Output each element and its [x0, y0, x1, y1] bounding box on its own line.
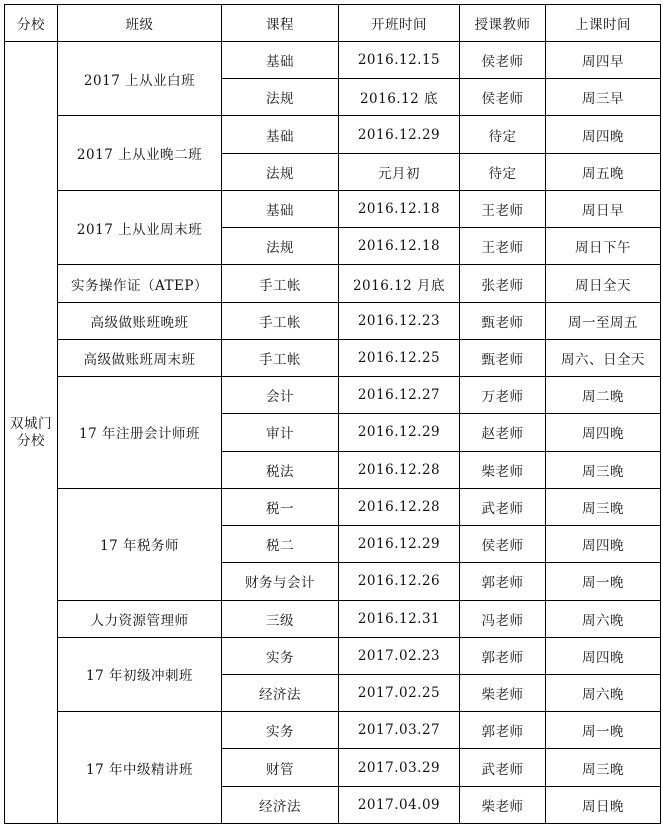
class-time-cell: 周三晚	[546, 451, 661, 488]
class-time-cell: 周六、日全天	[546, 339, 661, 376]
class-time-cell: 周三晚	[546, 749, 661, 786]
class-time-cell: 周日早	[546, 190, 661, 227]
course-cell: 三级	[222, 600, 339, 637]
branch-name-line1: 双城门	[10, 415, 52, 432]
course-cell: 财务与会计	[222, 563, 339, 600]
table-row	[5, 42, 661, 79]
header-course: 课程	[222, 5, 339, 42]
table-row	[5, 116, 661, 153]
table-row	[5, 600, 661, 637]
class-time-cell: 周五晚	[546, 153, 661, 190]
course-cell: 经济法	[222, 674, 339, 711]
start-date-cell: 2016.12.27	[339, 377, 460, 414]
class-time-cell: 周三晚	[546, 488, 661, 525]
teacher-cell: 侯老师	[460, 526, 546, 563]
table-row	[5, 265, 661, 302]
table-row	[5, 302, 661, 339]
teacher-cell: 柴老师	[460, 674, 546, 711]
teacher-cell: 侯老师	[460, 42, 546, 79]
start-date-cell: 2016.12 底	[339, 79, 460, 116]
table-row	[5, 190, 661, 227]
teacher-cell: 武老师	[460, 749, 546, 786]
course-cell: 法规	[222, 228, 339, 265]
class-time-cell: 周日下午	[546, 228, 661, 265]
start-date-cell: 2016.12.28	[339, 451, 460, 488]
class-time-cell: 周六晚	[546, 674, 661, 711]
course-cell: 手工帐	[222, 339, 339, 376]
class-name-cell: 高级做账班晚班	[58, 302, 222, 339]
start-date-cell: 2016.12 月底	[339, 265, 460, 302]
class-time-cell: 周六晚	[546, 600, 661, 637]
start-date-cell: 2016.12.15	[339, 42, 460, 79]
start-date-cell: 2016.12.25	[339, 339, 460, 376]
class-name-cell: 17 年初级冲刺班	[58, 637, 222, 711]
teacher-cell: 待定	[460, 153, 546, 190]
branch-cell	[5, 42, 58, 824]
teacher-cell: 甄老师	[460, 339, 546, 376]
teacher-cell: 柴老师	[460, 451, 546, 488]
class-name-cell: 2017 上从业晚二班	[58, 116, 222, 190]
start-date-cell: 2016.12.29	[339, 526, 460, 563]
class-time-cell: 周三早	[546, 79, 661, 116]
start-date-cell: 2016.12.18	[339, 228, 460, 265]
course-cell: 实务	[222, 712, 339, 749]
class-name-cell: 17 年注册会计师班	[58, 377, 222, 489]
table-row	[5, 488, 661, 525]
course-cell: 实务	[222, 637, 339, 674]
class-time-cell: 周四晚	[546, 414, 661, 451]
class-name-cell: 实务操作证（ATEP）	[58, 265, 222, 302]
branch-name-line2: 分校	[17, 432, 45, 449]
class-time-cell: 周一至周五	[546, 302, 661, 339]
class-time-cell: 周一晚	[546, 712, 661, 749]
course-cell: 经济法	[222, 786, 339, 823]
course-cell: 税二	[222, 526, 339, 563]
start-date-cell: 2017.03.29	[339, 749, 460, 786]
class-name-cell: 17 年中级精讲班	[58, 712, 222, 824]
course-cell: 审计	[222, 414, 339, 451]
teacher-cell: 郭老师	[460, 637, 546, 674]
start-date-cell: 2017.04.09	[339, 786, 460, 823]
start-date-cell: 2017.03.27	[339, 712, 460, 749]
course-cell: 法规	[222, 153, 339, 190]
teacher-cell: 武老师	[460, 488, 546, 525]
start-date-cell: 2016.12.23	[339, 302, 460, 339]
table-row	[5, 339, 661, 376]
course-cell: 手工帐	[222, 302, 339, 339]
course-cell: 税法	[222, 451, 339, 488]
schedule-body	[5, 42, 661, 824]
start-date-cell: 2016.12.26	[339, 563, 460, 600]
class-name-cell: 人力资源管理师	[58, 600, 222, 637]
header-row	[5, 5, 661, 42]
table-row	[5, 637, 661, 674]
start-date-cell: 2016.12.31	[339, 600, 460, 637]
header-class-time: 上课时间	[546, 5, 661, 42]
start-date-cell: 2016.12.29	[339, 116, 460, 153]
teacher-cell: 张老师	[460, 265, 546, 302]
teacher-cell: 甄老师	[460, 302, 546, 339]
class-time-cell: 周日晚	[546, 786, 661, 823]
start-date-cell: 元月初	[339, 153, 460, 190]
header-teacher: 授课教师	[460, 5, 546, 42]
start-date-cell: 2016.12.18	[339, 190, 460, 227]
header-class: 班级	[58, 5, 222, 42]
schedule-table	[4, 4, 661, 824]
teacher-cell: 侯老师	[460, 79, 546, 116]
class-time-cell: 周二晚	[546, 377, 661, 414]
teacher-cell: 王老师	[460, 190, 546, 227]
teacher-cell: 柴老师	[460, 786, 546, 823]
course-cell: 会计	[222, 377, 339, 414]
class-time-cell: 周四早	[546, 42, 661, 79]
header-start-date: 开班时间	[339, 5, 460, 42]
teacher-cell: 冯老师	[460, 600, 546, 637]
class-time-cell: 周一晚	[546, 563, 661, 600]
class-name-cell: 17 年税务师	[58, 488, 222, 600]
teacher-cell: 王老师	[460, 228, 546, 265]
teacher-cell: 赵老师	[460, 414, 546, 451]
table-row	[5, 377, 661, 414]
start-date-cell: 2017.02.25	[339, 674, 460, 711]
course-cell: 手工帐	[222, 265, 339, 302]
class-time-cell: 周四晚	[546, 637, 661, 674]
class-time-cell: 周四晚	[546, 116, 661, 153]
teacher-cell: 待定	[460, 116, 546, 153]
teacher-cell: 郭老师	[460, 563, 546, 600]
course-cell: 税一	[222, 488, 339, 525]
start-date-cell: 2016.12.28	[339, 488, 460, 525]
table-row	[5, 712, 661, 749]
course-cell: 法规	[222, 79, 339, 116]
class-name-cell: 高级做账班周末班	[58, 339, 222, 376]
start-date-cell: 2016.12.29	[339, 414, 460, 451]
header-branch: 分校	[5, 5, 58, 42]
teacher-cell: 万老师	[460, 377, 546, 414]
course-cell: 基础	[222, 190, 339, 227]
class-time-cell: 周四晚	[546, 526, 661, 563]
class-time-cell: 周日全天	[546, 265, 661, 302]
course-cell: 基础	[222, 42, 339, 79]
start-date-cell: 2017.02.23	[339, 637, 460, 674]
class-name-cell: 2017 上从业白班	[58, 42, 222, 116]
teacher-cell: 郭老师	[460, 712, 546, 749]
course-cell: 财管	[222, 749, 339, 786]
course-cell: 基础	[222, 116, 339, 153]
class-name-cell: 2017 上从业周末班	[58, 190, 222, 264]
